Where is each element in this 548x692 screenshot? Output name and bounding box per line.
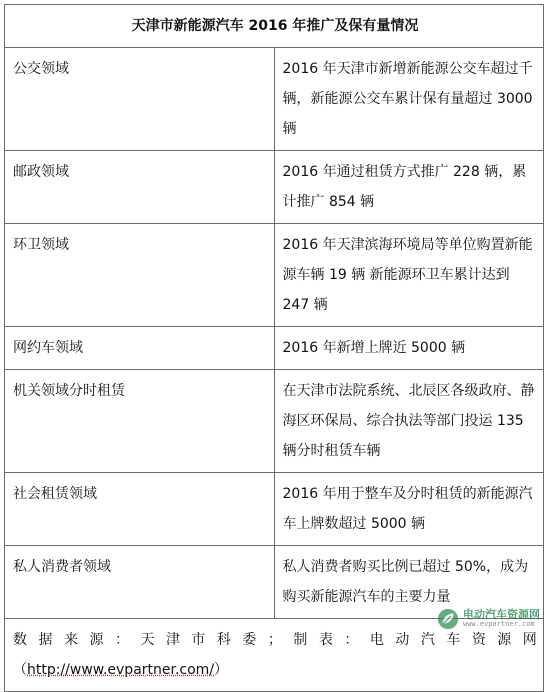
- table-row: [5, 151, 544, 224]
- watermark-url: www.evpartner.com: [463, 620, 535, 629]
- field-content: 2016 年用于整车及分时租赁的新能源汽车上牌数超过 5000 辆: [274, 473, 544, 546]
- field-label: 邮政领域: [5, 151, 275, 224]
- table-row: [5, 473, 544, 546]
- field-content: 2016 年通过租赁方式推广 228 辆，累计推广 854 辆: [274, 151, 544, 224]
- source-url-close: ）: [214, 662, 229, 678]
- source-credit: 数据来源：天津市科委；制表：电动汽车资源网: [13, 632, 537, 648]
- watermark-text: [463, 609, 540, 629]
- field-content: 2016 年天津市新增新能源公交车超过千辆，新能源公交车累计保有量超过 3000 辆: [274, 48, 544, 151]
- field-label: 私人消费者领域: [5, 546, 275, 619]
- field-label: 公交领域: [5, 48, 275, 151]
- field-label: 社会租赁领域: [5, 473, 275, 546]
- field-content: 私人消费者购买比例已超过 50%，成为购买新能源汽车的主要力量: [274, 546, 544, 619]
- field-label: 机关领域分时租赁: [5, 370, 275, 473]
- field-label: 环卫领域: [5, 224, 275, 327]
- table-row: [5, 224, 544, 327]
- source-url-link[interactable]: http://www.evpartner.com/: [27, 662, 215, 678]
- table-title-row: [5, 5, 544, 48]
- watermark: [437, 608, 540, 630]
- source-url-line: [13, 662, 228, 678]
- data-table: [4, 4, 544, 692]
- table-row: [5, 48, 544, 151]
- field-content: 2016 年天津滨海环境局等单位购置新能源车辆 19 辆 新能源环卫车累计达到 247 辆: [274, 224, 544, 327]
- field-content: 在天津市法院系统、北辰区各级政府、静海区环保局、综合执法等部门投运 135 辆分时租赁车辆: [274, 370, 544, 473]
- table-row: [5, 370, 544, 473]
- ev-leaf-logo-icon: [437, 608, 459, 630]
- source-url-open: （: [13, 662, 27, 678]
- field-label: 网约车领域: [5, 327, 275, 370]
- field-content: 2016 年新增上牌近 5000 辆: [274, 327, 544, 370]
- watermark-name: 电动汽车资源网: [463, 608, 540, 622]
- table-row: [5, 327, 544, 370]
- table-title: 天津市新能源汽车 2016 年推广及保有量情况: [5, 5, 544, 48]
